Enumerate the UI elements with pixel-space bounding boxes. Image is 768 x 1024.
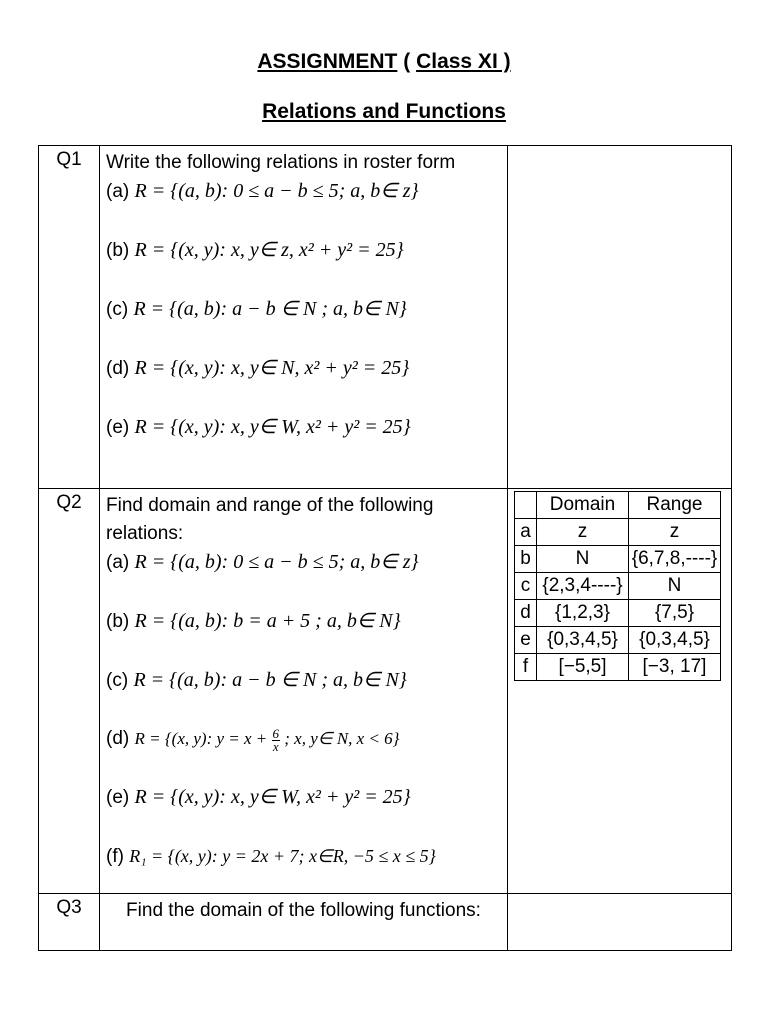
relation-expression: R = {(x, y): x, y∈ z, x² + y² = 25} (134, 239, 404, 261)
header-domain: Domain (537, 492, 629, 519)
row-key: f (515, 654, 537, 681)
item-label: (e) (106, 417, 135, 438)
question-number: Q1 (39, 146, 100, 489)
item-label: (c) (106, 670, 134, 691)
domain-range-table (514, 491, 721, 681)
assignment-subtitle (0, 100, 768, 124)
relation-item (106, 236, 501, 265)
table-row (515, 519, 721, 546)
item-label: (a) (106, 181, 135, 202)
relation-item (106, 607, 501, 636)
answer-cell (508, 489, 732, 894)
domain-range-header-row (515, 492, 721, 519)
answer-cell-empty (508, 894, 732, 951)
row-range: [−3, 17] (629, 654, 721, 681)
fraction-denominator: x (272, 738, 279, 754)
relation-expression (134, 725, 400, 754)
relation-item (106, 783, 501, 812)
row-range: {7,5} (629, 600, 721, 627)
row-domain: [−5,5] (537, 654, 629, 681)
relation-expression: R = {(a, b): a − b ∈ N ; a, b∈ N} (133, 298, 407, 320)
relation-expression: R = {(a, b): a − b ∈ N ; a, b∈ N} (133, 669, 407, 691)
table-row (515, 546, 721, 573)
item-label: (c) (106, 299, 134, 320)
question-prompt: Find domain and range of the following relations: (106, 495, 434, 544)
item-label: (d) (106, 728, 135, 749)
answer-cell-empty (508, 146, 732, 489)
row-key: d (515, 600, 537, 627)
row-domain: {0,3,4,5} (537, 627, 629, 654)
table-row (515, 573, 721, 600)
relation-expression: R = {(a, b): 0 ≤ a − b ≤ 5; a, b∈ z} (134, 180, 419, 202)
title-assignment: ASSIGNMENT (257, 50, 398, 73)
question-body (100, 489, 508, 894)
question-row-q3 (39, 894, 732, 951)
relation-item (106, 548, 501, 577)
relation-expression: R₁ = {(x, y): y = 2x + 7; x∈R, −5 ≤ x ≤ 5} (129, 846, 436, 866)
relation-expression: R = {(a, b): b = a + 5 ; a, b∈ N} (134, 610, 401, 632)
relation-item (106, 413, 501, 442)
question-row-q2 (39, 489, 732, 894)
question-row-q1 (39, 146, 732, 489)
row-key: b (515, 546, 537, 573)
relation-expression: R = {(x, y): x, y∈ W, x² + y² = 25} (134, 786, 411, 808)
table-row (515, 627, 721, 654)
fraction (272, 725, 281, 754)
relation-item (106, 295, 501, 324)
question-number: Q3 (39, 894, 100, 951)
row-domain: z (537, 519, 629, 546)
header-key (515, 492, 537, 519)
title-separator: ( (397, 50, 417, 73)
relation-expression: R = {(x, y): x, y∈ W, x² + y² = 25} (134, 416, 411, 438)
row-domain: {1,2,3} (537, 600, 629, 627)
item-label: (e) (106, 787, 135, 808)
relation-item (106, 354, 501, 383)
row-range: N (629, 573, 721, 600)
question-body (100, 146, 508, 489)
relation-expression: R = {(a, b): 0 ≤ a − b ≤ 5; a, b∈ z} (134, 551, 419, 573)
title-class: Class XI ) (416, 50, 511, 73)
item-label: (f) (106, 846, 130, 867)
question-prompt: Find the domain of the following functions: (100, 894, 508, 951)
item-label: (d) (106, 358, 135, 379)
item-label: (b) (106, 611, 135, 632)
table-row (515, 654, 721, 681)
assignment-title (0, 50, 768, 74)
item-label: (b) (106, 240, 135, 261)
row-domain: {2,3,4----} (537, 573, 629, 600)
questions-table (38, 145, 732, 951)
row-key: e (515, 627, 537, 654)
expression-start: R = {(x, y): y = x + (134, 729, 272, 748)
relation-item (106, 177, 501, 206)
row-key: c (515, 573, 537, 600)
subtitle-text: Relations and Functions (262, 100, 506, 123)
table-row (515, 600, 721, 627)
row-range: {0,3,4,5} (629, 627, 721, 654)
row-range: {6,7,8,----} (629, 546, 721, 573)
relation-item (106, 842, 501, 871)
row-range: z (629, 519, 721, 546)
fraction-numerator: 6 (272, 725, 280, 741)
expression-end: ; x, y∈ N, x < 6} (280, 729, 400, 748)
header-range: Range (629, 492, 721, 519)
question-number: Q2 (39, 489, 100, 894)
relation-item (106, 666, 501, 695)
item-label: (a) (106, 552, 135, 573)
row-key: a (515, 519, 537, 546)
relation-expression: R = {(x, y): x, y∈ N, x² + y² = 25} (134, 357, 410, 379)
question-prompt: Write the following relations in roster form (106, 152, 456, 173)
row-domain: N (537, 546, 629, 573)
relation-item (106, 725, 501, 753)
